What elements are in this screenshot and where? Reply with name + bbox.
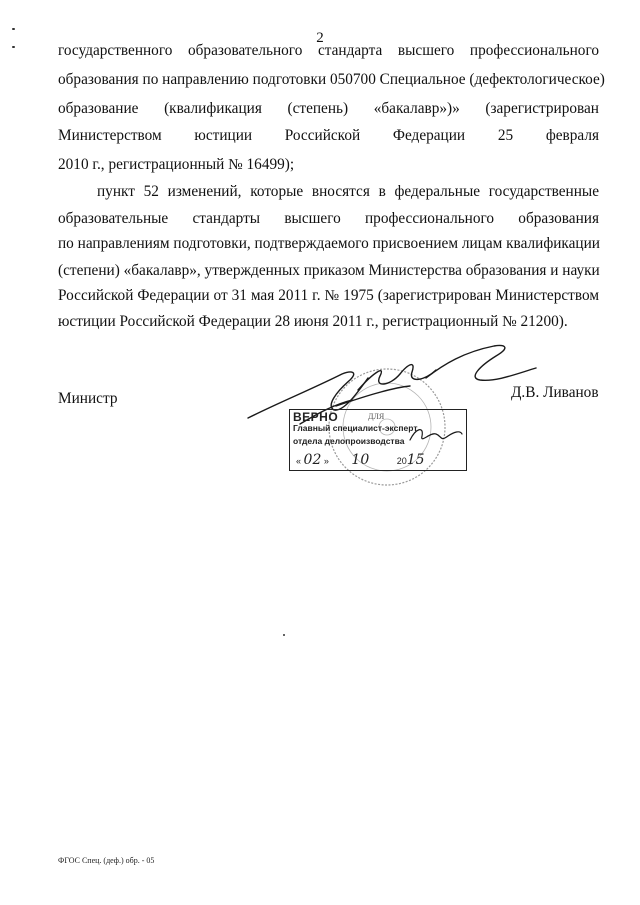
scan-speck [283, 634, 285, 636]
stamp-date-year: 15 [406, 452, 425, 468]
scan-speck [12, 28, 15, 30]
body-line: государственного образовательного стандарта высшего профессионального [58, 42, 599, 59]
stamp-date: « 02 » 10 2015 [296, 452, 425, 468]
body-line: образовательные стандарты высшего профессионального образования [58, 210, 599, 227]
stamp-date-month: 10 [351, 452, 370, 468]
stamp-title: ВЕРНО [293, 410, 339, 424]
minister-name: Д.В. Ливанов [511, 384, 599, 401]
body-line: (степени) «бакалавр», утвержденных приказом Министерства образования и науки [58, 262, 600, 279]
minister-title: Министр [58, 390, 118, 407]
stamp-department: отдела делопроизводства [293, 436, 405, 446]
scan-speck [12, 46, 15, 48]
stamp-date-day: 02 [303, 452, 322, 468]
body-line: Министерством юстиции Российской Федерации 25 февраля [58, 127, 599, 144]
body-line: по направлениям подготовки, подтверждаемого присвоением лицам квалификации [58, 235, 600, 252]
body-line: образование (квалификация (степень) «бакалавр»)» (зарегистрирован [58, 100, 599, 117]
document-footer-code: ФГОС Спец. (деф.) обр. - 05 [58, 856, 155, 865]
body-line: пункт 52 изменений, которые вносятся в федеральные государственные [97, 183, 599, 200]
certification-stamp [289, 409, 467, 471]
page-number: 2 [316, 30, 324, 46]
stamp-position: Главный специалист-эксперт [293, 423, 418, 433]
stamp-signature [408, 424, 464, 446]
body-line: 2010 г., регистрационный № 16499); [58, 156, 295, 173]
body-line: юстиции Российской Федерации 28 июня 2011 г., регистрационный № 21200). [58, 313, 568, 330]
body-line: Российской Федерации от 31 мая 2011 г. № 1975 (зарегистрирован Министерством [58, 287, 599, 304]
stamp-dsp-mark: ДЛЯ [368, 412, 385, 421]
body-line: образования по направлению подготовки 050700 Специальное (дефектологическое) [58, 71, 605, 88]
